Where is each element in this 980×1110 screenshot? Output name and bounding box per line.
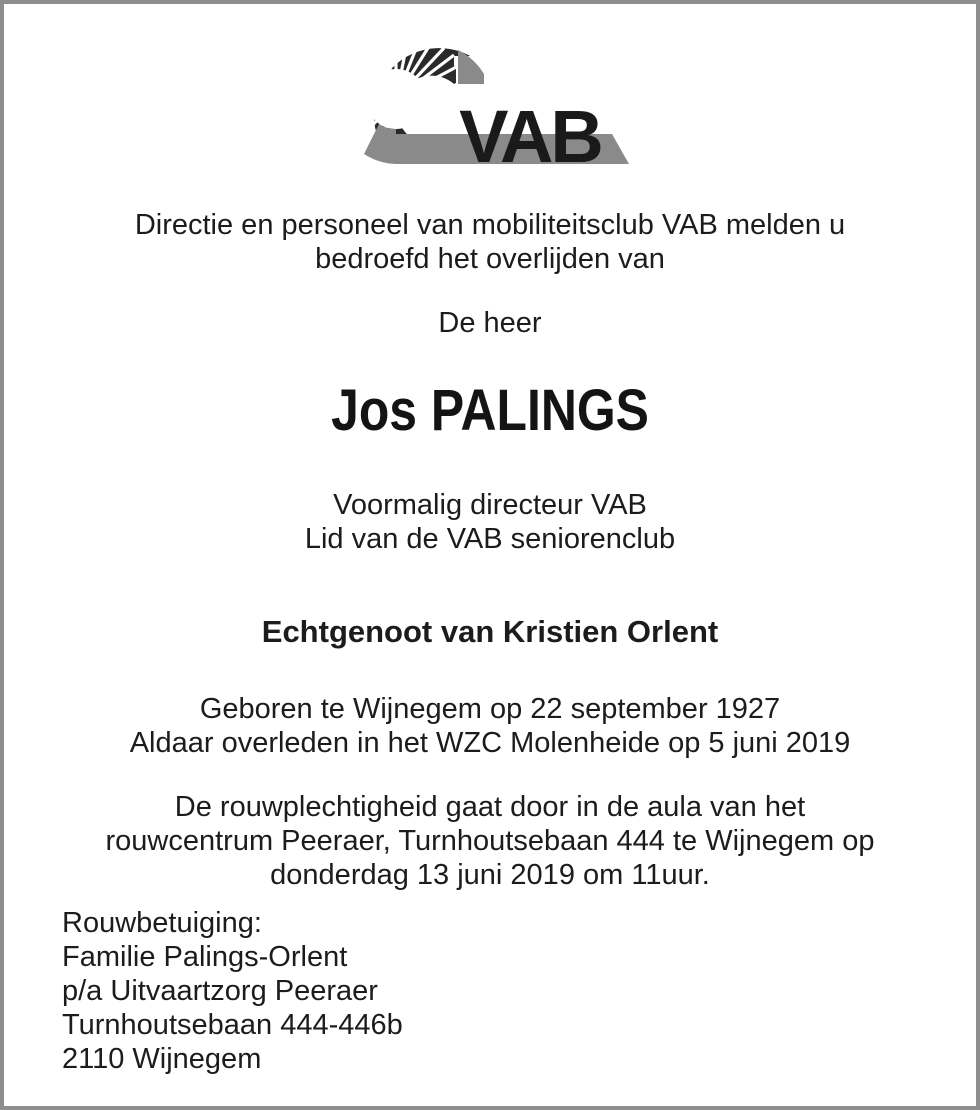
condolence-line: Rouwbetuiging:	[62, 907, 262, 939]
deceased-name: Jos PALINGS	[331, 378, 649, 443]
intro-line: bedroefd het overlijden van	[315, 243, 665, 275]
condolence-address	[62, 906, 662, 1076]
condolence-line: Turnhoutsebaan 444-446b	[62, 1009, 403, 1041]
roles	[4, 488, 976, 556]
spouse-line: Echtgenoot van Kristien Orlent	[261, 614, 719, 649]
logo-text: VAB	[459, 95, 601, 171]
date-line: Aldaar overleden in het WZC Molenheide op 5 juni 2019	[129, 727, 851, 759]
intro-text	[4, 208, 976, 276]
intro-line: Directie en personeel van mobiliteitsclub VAB melden u	[134, 209, 846, 241]
funeral-info	[4, 790, 976, 892]
vab-logo	[334, 26, 634, 171]
funeral-line: donderdag 13 juni 2019 om 11uur.	[270, 859, 710, 891]
role-line: Lid van de VAB seniorenclub	[304, 523, 676, 555]
funeral-line: De rouwplechtigheid gaat door in de aula van het	[174, 791, 806, 823]
condolence-line: p/a Uitvaartzorg Peeraer	[62, 975, 378, 1007]
role-line: Voormalig directeur VAB	[333, 489, 647, 521]
funeral-line: rouwcentrum Peeraer, Turnhoutsebaan 444 te Wijnegem op	[105, 825, 875, 857]
honorific: De heer	[438, 307, 542, 339]
condolence-line: 2110 Wijnegem	[62, 1043, 262, 1075]
condolence-line: Familie Palings-Orlent	[62, 941, 348, 973]
life-dates	[4, 692, 976, 760]
date-line: Geboren te Wijnegem op 22 september 1927	[199, 693, 781, 725]
